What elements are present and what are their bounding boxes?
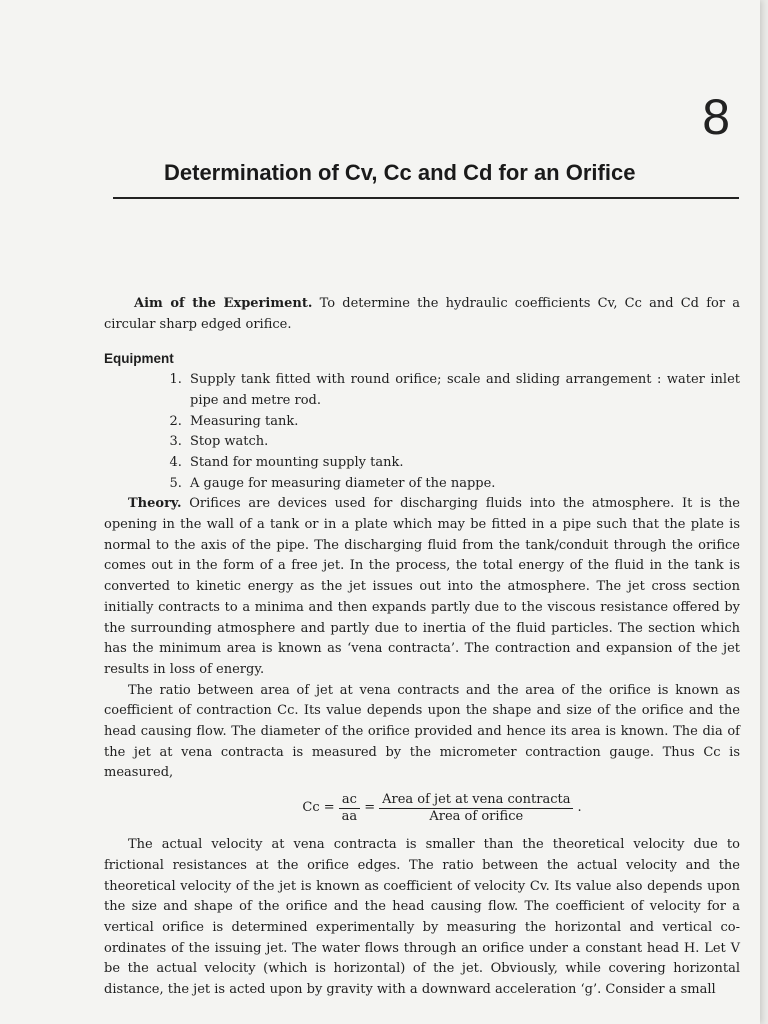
fraction-numerator: ac — [339, 792, 360, 809]
fraction-words — [379, 792, 573, 825]
chapter-title: Determination of Cv, Cc and Cd for an Orifice — [164, 160, 636, 185]
theory-paragraph-3: The actual velocity at vena contracta is smaller than the theoretical velocity due to frictional resistances at the orifice edges. The ratio between the actual velocity and the theoretical velocity of the jet is known as coefficient of velocity Cv. Its value also depends upon the size and shape of the orifice and the head causing flow. The coefficient of velocity for a vertical orifice is determined experimentally by measuring the horizontal and vertical co-ordinates of the issuing jet. The water flows through an orifice under a constant head H. Let V be the actual velocity (which is horizontal) of the jet. Obviously, while covering horizontal distance, the jet is acted upon by gravity with a downward acceleration ‘g’. Consider a small — [104, 837, 740, 998]
list-item: 5. A gauge for measuring diameter of the nappe. — [186, 474, 740, 495]
theory-text-1: Orifices are devices used for discharging fluids into the atmosphere. It is the opening in the wall of a tank or in a plate which may be fitted in a pipe such that the plate is normal to the axis of the pipe. The discharging fluid from the tank/conduit through the orifice comes out in the form of a free jet. In the process, the total energy of the fluid in the tank is converted to kinetic energy as the jet issues out into the atmosphere. The jet cross section initially contracts to a minima and then expands partly due to the viscous resistance offered by the surrounding atmosphere and partly due to inertia of the fluid particles. The section which has the minimum area is known as ‘vena contracta’. The contraction and expansion of the jet results in loss of energy. — [104, 496, 740, 677]
aim-label: Aim of the Experiment. — [134, 296, 313, 311]
aim-text: To determine the hydraulic coefficients Cv, Cc and Cd for a circular sharp edged orifice. — [104, 296, 740, 332]
chapter-number: 8 — [702, 89, 730, 145]
fraction-areas — [339, 792, 361, 825]
theory-paragraph-2: The ratio between area of jet at vena contracts and the area of the orifice is known as coefficient of contraction Cc. Its value depends upon the shape and size of the orifice and the head causing flow. The diameter of the orifice provided and hence its area is known. The dia of the jet at vena contracta is measured by the micrometer contraction gauge. Thus Cc is measured, — [104, 682, 740, 781]
formula-end: . — [577, 800, 582, 816]
formula-equals: = — [364, 800, 376, 816]
equipment-heading: Equipment — [104, 351, 174, 367]
fraction-denominator: aa — [341, 809, 358, 825]
fraction-denominator: Area of orifice — [429, 809, 524, 825]
list-item: 1. Supply tank fitted with round orifice; scale and sliding arrangement : water inlet pipe and metre rod. — [186, 370, 740, 411]
aim-paragraph — [104, 294, 740, 335]
equipment-list — [104, 370, 740, 494]
title-underline — [113, 197, 739, 199]
list-item: 4. Stand for mounting supply tank. — [186, 453, 740, 474]
list-item: 2. Measuring tank. — [186, 412, 740, 433]
formula-lhs: Cc = — [302, 800, 335, 816]
fraction-numerator: Area of jet at vena contracta — [379, 792, 573, 809]
page-body — [104, 294, 740, 1001]
theory-paragraph-1 — [104, 494, 740, 680]
list-item: 3. Stop watch. — [186, 432, 740, 453]
theory-label: Theory. — [128, 496, 182, 512]
contraction-formula — [144, 792, 740, 825]
